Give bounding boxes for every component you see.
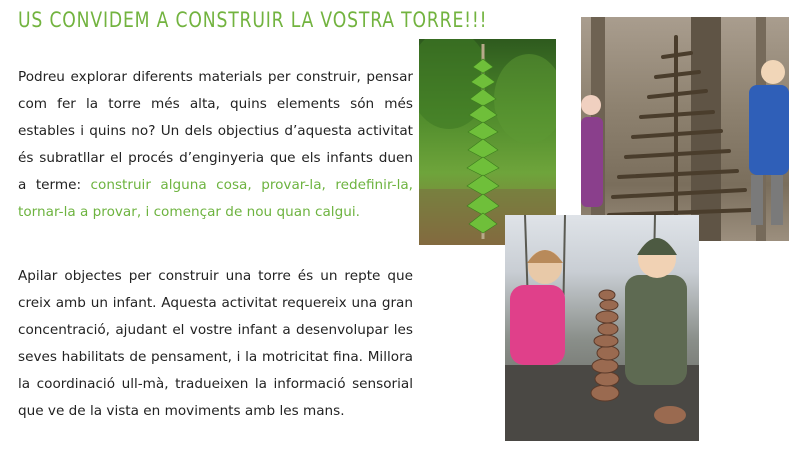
intro-text: Podreu explorar diferents materials per construir, pensar com fer la torre més alta, quins elements són més estables i quins no? Un dels objectius d’aquesta activitat és subratllar el procés d’enginyeria que els infants duen a terme:	[18, 69, 413, 193]
benefits-paragraph: Apilar objectes per construir una torre és un repte que creix amb un infant. Aquesta activitat requereix una gran concentració, ajudant el vostre infant a desenvolupar les seves habilitats de pensament, i la motricitat fina. Millora la coordinació ull-mà, tradueixen la informació sensorial que ve de la vista en moviments amb les mans.	[18, 268, 413, 419]
engineering-process-highlight: construir alguna cosa, provar-la, redefinir-la, tornar-la a provar, i començar de nou quan calgui.	[18, 177, 413, 220]
stick-tower-photo	[581, 17, 789, 241]
stick-tower-illustration	[581, 17, 789, 241]
rock-stacking-photo	[505, 215, 699, 441]
page-title: US CONVIDEM A CONSTRUIR LA VOSTRA TORRE!!!	[18, 8, 488, 32]
intro-paragraph	[18, 64, 413, 226]
rock-stacking-illustration	[505, 215, 699, 441]
